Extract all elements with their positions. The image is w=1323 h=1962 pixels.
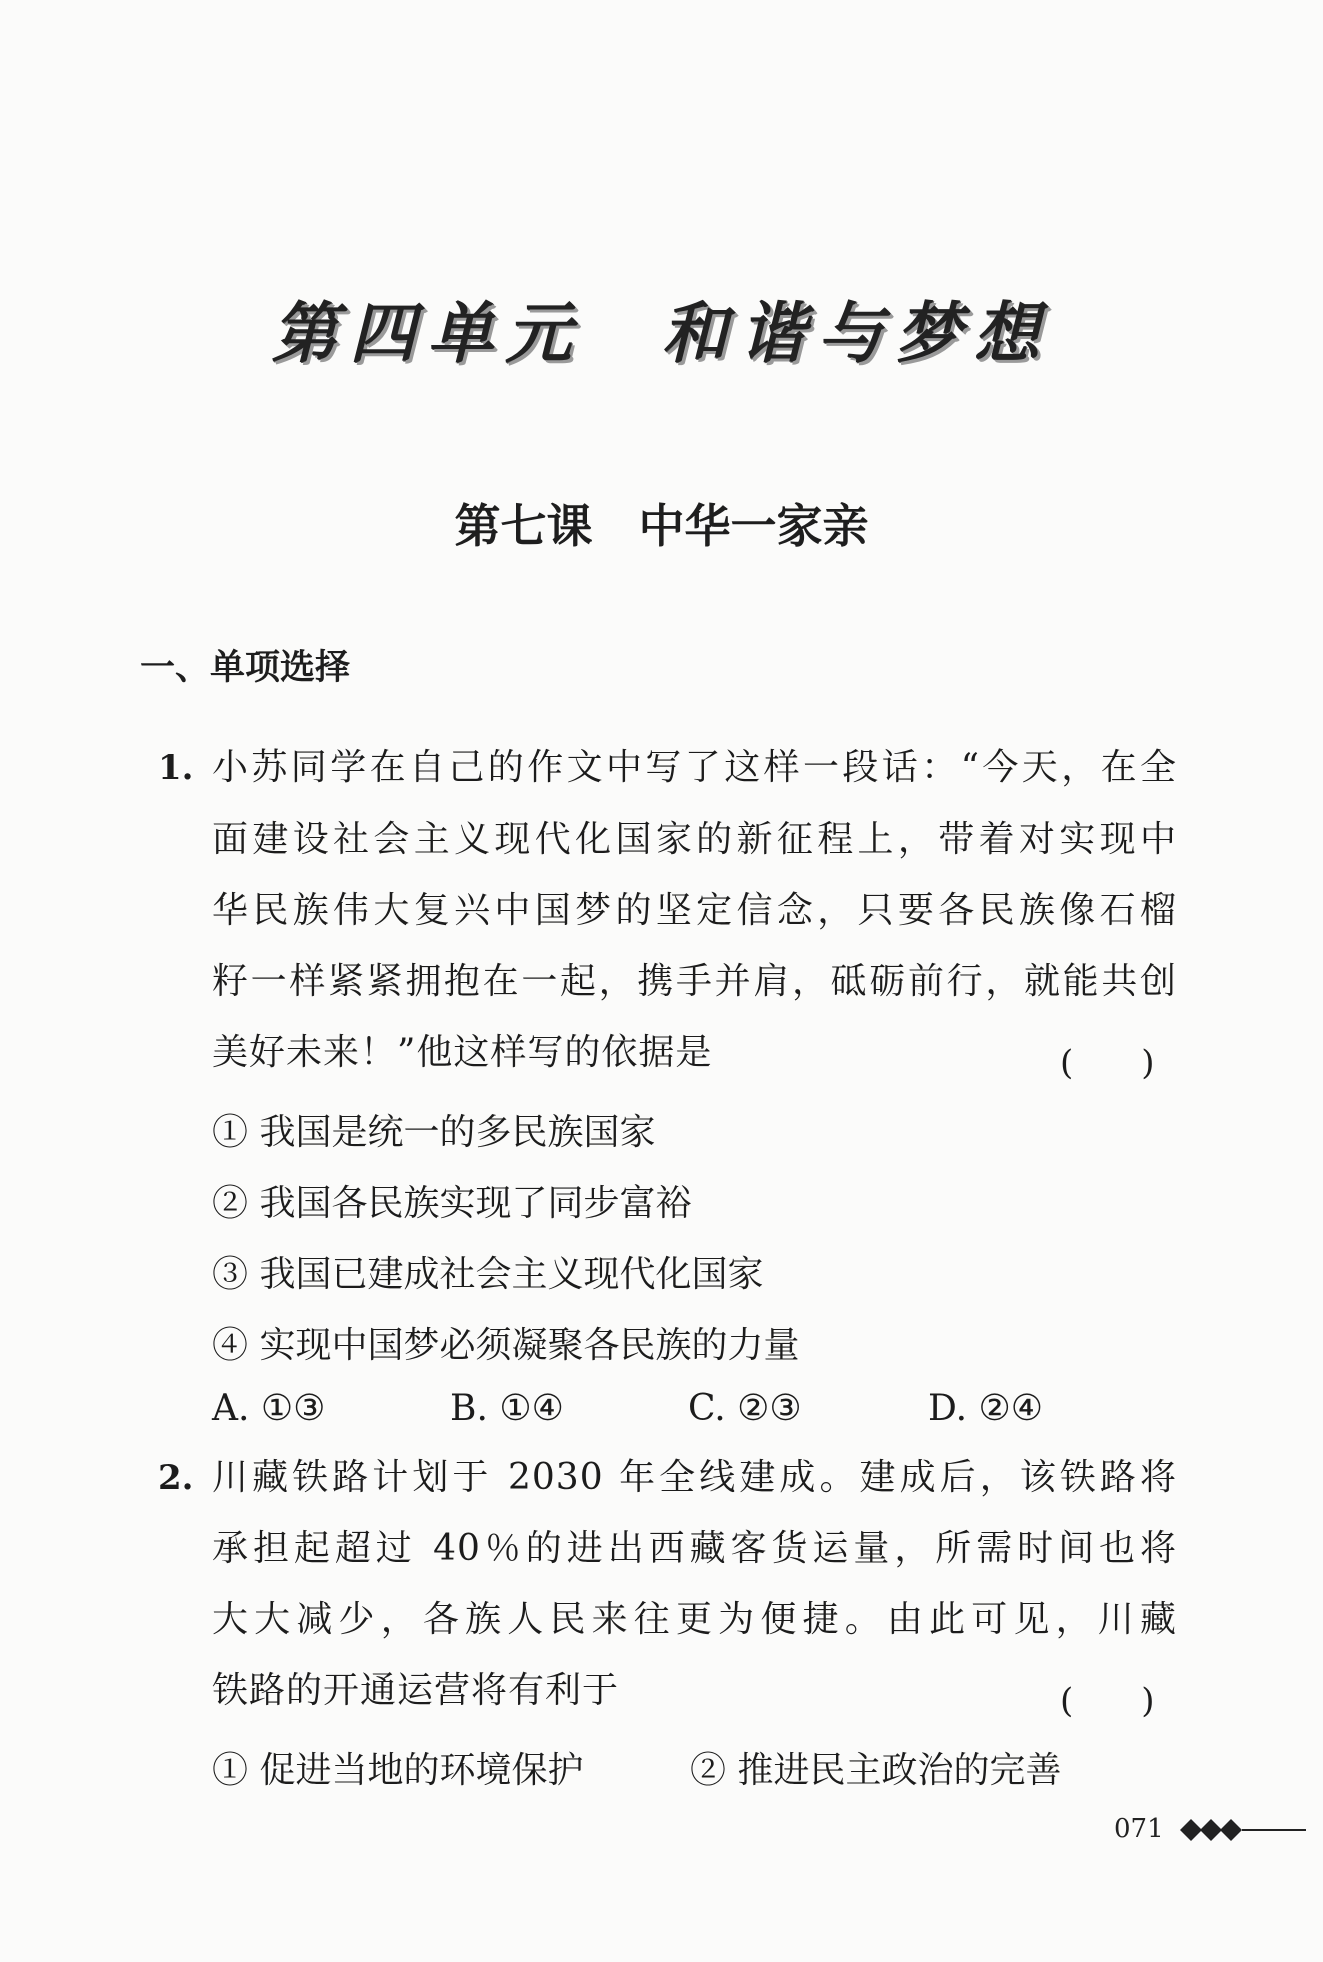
choice-c: C. ②③ xyxy=(688,1388,802,1429)
section-heading: 一、单项选择 xyxy=(140,648,351,688)
question-text-line: 大大减少，各族人民来往更为便捷。由此可见，川藏 xyxy=(212,1599,1177,1640)
question-number: 1. xyxy=(158,748,194,788)
question-text-line: 面建设社会主义现代化国家的新征程上，带着对实现中 xyxy=(212,819,1177,860)
statement-item: ② 推进民主政治的完善 xyxy=(690,1750,1062,1791)
question-text-line: 华民族伟大复兴中国梦的坚定信念，只要各民族像石榴 xyxy=(212,890,1177,931)
page-number: 071 xyxy=(1114,1814,1164,1844)
question-text-line: 小苏同学在自己的作文中写了这样一段话：“今天，在全 xyxy=(212,747,1177,788)
choice-d: D. ②④ xyxy=(928,1388,1044,1429)
unit-title: 第四单元 和谐与梦想 xyxy=(271,294,1052,372)
statement-item: ④ 实现中国梦必须凝聚各民族的力量 xyxy=(212,1325,800,1366)
lesson-title: 第七课 中华一家亲 xyxy=(454,499,869,553)
diamond-ornament-icon xyxy=(1178,1810,1308,1850)
statement-item: ② 我国各民族实现了同步富裕 xyxy=(212,1183,692,1224)
statement-item: ① 我国是统一的多民族国家 xyxy=(212,1112,656,1153)
choice-a: A. ①③ xyxy=(212,1388,326,1429)
question-text-line: 美好未来！”他这样写的依据是 xyxy=(212,1032,713,1073)
choice-b: B. ①④ xyxy=(450,1388,564,1429)
question-text-line: 籽一样紧紧拥抱在一起，携手并肩，砥砺前行，就能共创 xyxy=(212,961,1177,1002)
question-text-line: 承担起超过 40％的进出西藏客货运量，所需时间也将 xyxy=(212,1528,1177,1569)
statement-item: ① 促进当地的环境保护 xyxy=(212,1750,584,1791)
question-number: 2. xyxy=(158,1458,194,1498)
answer-parentheses: ( ) xyxy=(1060,1043,1155,1083)
answer-parentheses: ( ) xyxy=(1060,1681,1155,1721)
statement-item: ③ 我国已建成社会主义现代化国家 xyxy=(212,1254,764,1295)
question-text-line: 川藏铁路计划于 2030 年全线建成。建成后，该铁路将 xyxy=(212,1457,1177,1498)
question-text-line: 铁路的开通运营将有利于 xyxy=(212,1670,620,1711)
